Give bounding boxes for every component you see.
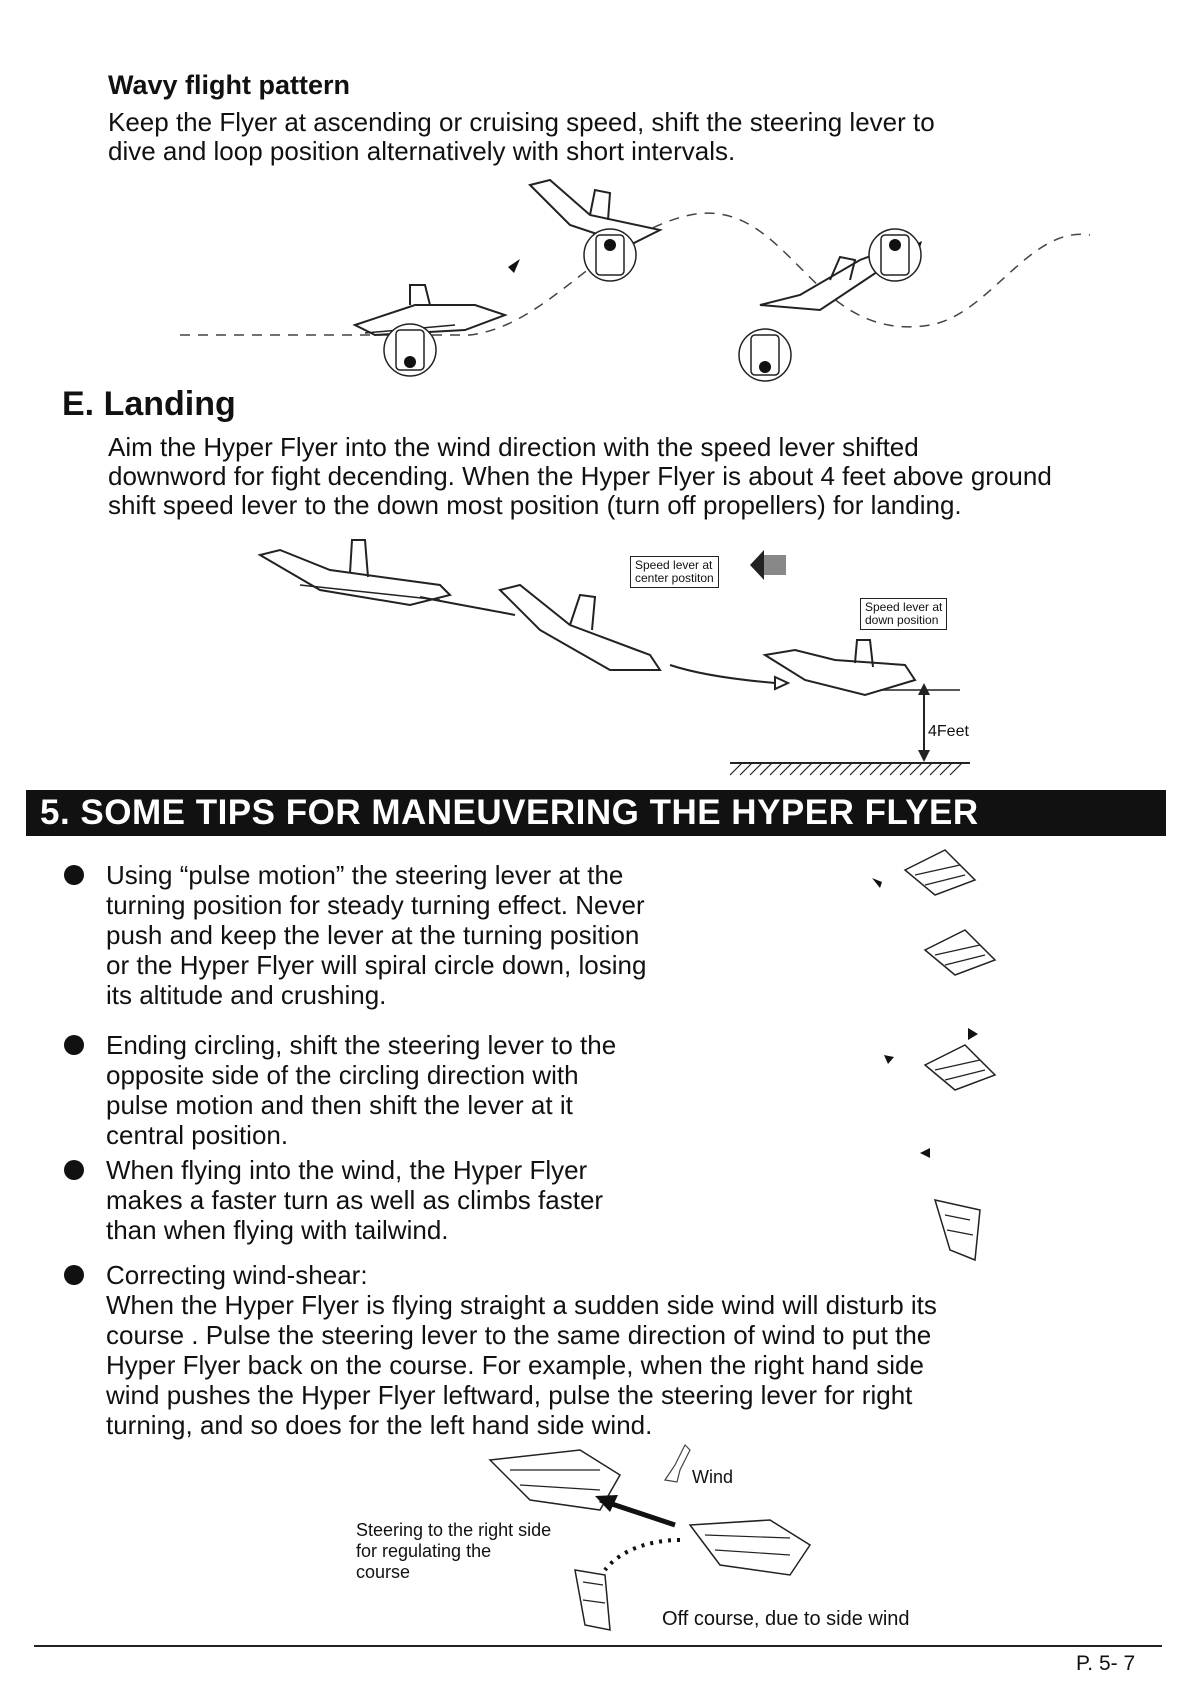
wavy-text: [108, 108, 1068, 166]
tip-line: than when flying with tailwind.: [106, 1215, 449, 1245]
tip-line: turning position for steady turning effect. Never: [106, 890, 645, 920]
controller-icon: [869, 229, 921, 281]
flyer-topview-icon: [935, 1200, 980, 1260]
flyer-topview-icon: [690, 1520, 810, 1575]
speed-lever-icon: [750, 550, 786, 580]
wavy-flight-figure: [170, 175, 1050, 415]
tip-line: Correcting wind-shear:: [106, 1260, 368, 1290]
arrow-head: [872, 878, 882, 888]
tip-line: its altitude and crushing.: [106, 980, 387, 1010]
tip-line: opposite side of the circling direction with: [106, 1060, 579, 1090]
wind-label: Wind: [692, 1467, 734, 1487]
landing-text: [108, 433, 1168, 520]
arrow-head: [508, 259, 520, 273]
tip-line: wind pushes the Hyper Flyer leftward, pulse the steering lever for right: [106, 1380, 913, 1410]
off-course-path: [605, 1540, 680, 1570]
footer-rule: [34, 1645, 1162, 1647]
speed-lever-down-label: [860, 598, 947, 630]
tip-line: Using “pulse motion” the steering lever at the: [106, 860, 624, 890]
flyer-topview-icon: [925, 1045, 995, 1090]
label-line: course: [356, 1562, 411, 1582]
ground-hatching: [730, 763, 962, 775]
arrow-head: [920, 1148, 930, 1158]
tip-bullet-1: [106, 860, 646, 1010]
page-number: P. 5- 7: [1076, 1652, 1136, 1675]
tip-bullet-3: [106, 1155, 603, 1245]
flyer-icon: [765, 640, 915, 695]
wavy-text-line: dive and loop position alternatively with short intervals.: [108, 136, 736, 166]
tip-line: Ending circling, shift the steering lever to the: [106, 1030, 617, 1060]
arrow-head: [775, 677, 788, 689]
wavy-text-line: Keep the Flyer at ascending or cruising speed, shift the steering lever to: [108, 107, 935, 137]
landing-figure: [260, 535, 980, 775]
bullet-dot: [64, 1035, 84, 1055]
tip-line: When the Hyper Flyer is flying straight a sudden side wind will disturb its: [106, 1290, 937, 1320]
tip-line: central position.: [106, 1120, 289, 1150]
flyer-icon: [260, 540, 450, 605]
flyer-icon: [355, 285, 505, 335]
wavy-heading: Wavy flight pattern: [108, 70, 351, 100]
controller-icon: [739, 329, 791, 381]
landing-text-line: Aim the Hyper Flyer into the wind direction with the speed lever shifted: [108, 432, 919, 462]
tip-line: turning, and so does for the left hand side wind.: [106, 1410, 653, 1440]
speed-lever-center-label: [630, 556, 719, 588]
wind-icon: [665, 1445, 690, 1482]
flyer-topview-icon: [905, 850, 975, 895]
tip-line: course . Pulse the steering lever to the same direction of wind to put the: [106, 1320, 932, 1350]
landing-text-line: downword for fight decending. When the Hyper Flyer is about 4 feet above ground: [108, 461, 1052, 491]
circling-figure: [840, 850, 1040, 1280]
label-line: Steering to the right side: [356, 1520, 552, 1540]
tip-line: When flying into the wind, the Hyper Flyer: [106, 1155, 588, 1185]
label-line: Speed lever at: [865, 600, 943, 614]
bullet-dot: [64, 1160, 84, 1180]
arrow-head: [968, 1028, 978, 1040]
arrow-head: [884, 1055, 894, 1064]
tip-line: Hyper Flyer back on the course. For example, when the right hand side: [106, 1350, 924, 1380]
tip-line: push and keep the lever at the turning position: [106, 920, 640, 950]
flyer-topview-icon: [925, 930, 995, 975]
controller-icon: [384, 324, 436, 376]
label-line: down position: [865, 613, 939, 627]
tip-line: makes a faster turn as well as climbs faster: [106, 1185, 604, 1215]
landing-heading: E. Landing: [62, 385, 236, 423]
label-line: Speed lever at: [635, 558, 713, 572]
tips-banner: 5. SOME TIPS FOR MANEUVERING THE HYPER FLYER: [26, 790, 1166, 836]
descent-arrow: [670, 665, 775, 683]
flyer-icon: [500, 585, 660, 670]
tip-bullet-4: [106, 1260, 1106, 1440]
label-line: for regulating the: [356, 1541, 492, 1561]
tip-line: pulse motion and then shift the lever at it: [106, 1090, 573, 1120]
steering-label: [356, 1520, 551, 1583]
flyer-topview-icon: [575, 1570, 610, 1630]
descent-line: [420, 597, 515, 615]
controller-icon: [584, 229, 636, 281]
tip-line: or the Hyper Flyer will spiral circle down, losing: [106, 950, 647, 980]
bullet-dot: [64, 865, 84, 885]
tip-bullet-2: [106, 1030, 616, 1150]
off-course-label: Off course, due to side wind: [662, 1608, 910, 1630]
landing-text-line: shift speed lever to the down most position (turn off propellers) for landing.: [108, 490, 962, 520]
bullet-dot: [64, 1265, 84, 1285]
label-line: center postiton: [635, 571, 714, 585]
height-label: 4Feet: [928, 723, 969, 740]
